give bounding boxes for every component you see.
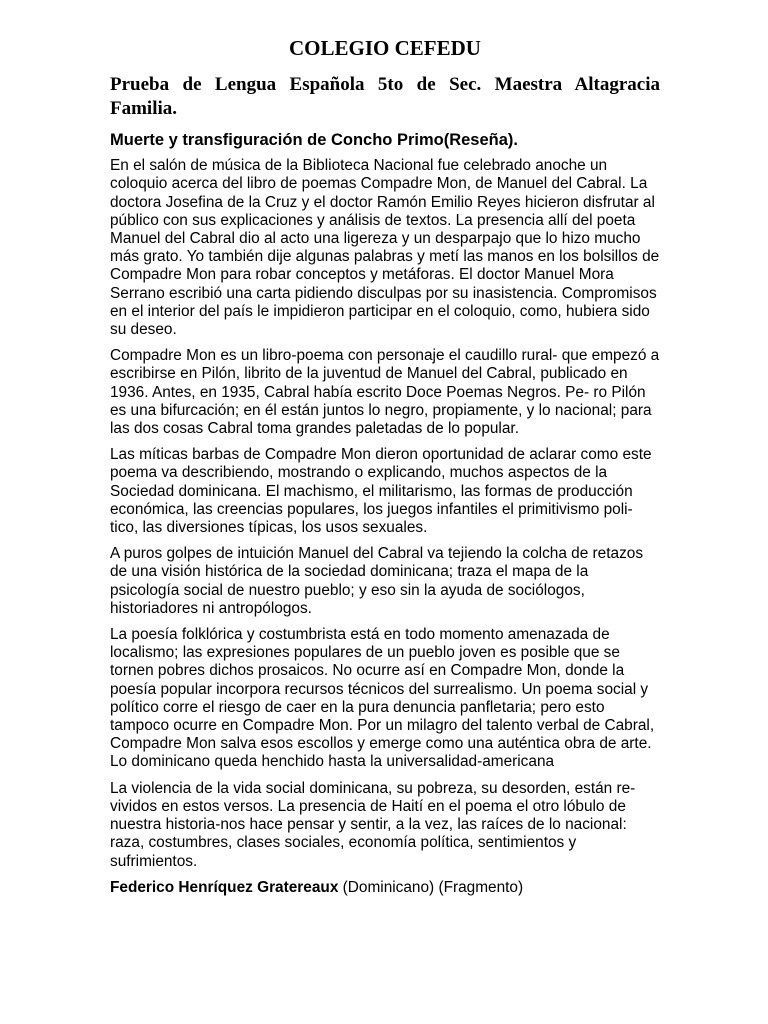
author-note: (Dominicano) (Fragmento) xyxy=(338,878,524,896)
exam-title: Prueba de Lengua Española 5to de Sec. Maestra Altagracia Familia. xyxy=(110,74,660,120)
document-page xyxy=(110,36,660,897)
author-name: Federico Henríquez Gratereaux xyxy=(110,878,339,896)
author-line xyxy=(110,879,660,897)
paragraph-3: Las míticas barbas de Compadre Mon dieron oportunidad de aclarar como este poema va describiendo, mostrando o explicando, muchos aspectos de la Sociedad dominicana. El machismo, el militarismo, las formas de producción económica, las creencias populares, los juegos infantiles el primitivismo poli- tico, las diversiones típicas, los usos sexuales. xyxy=(110,446,652,537)
school-heading: COLEGIO CEFEDU xyxy=(289,36,481,60)
paragraph-4: A puros golpes de intuición Manuel del Cabral va tejiendo la colcha de retazos de una visión histórica de la sociedad dominicana; traza el mapa de la psicología social de nuestro pueblo; y eso sin la ayuda de sociólogos, historiadores ni antropólogos. xyxy=(110,545,644,617)
paragraph-2: Compadre Mon es un libro-poema con personaje el caudillo rural- que empezó a escribirse en Pilón, librito de la juventud de Manuel del Cabral, publicado en 1936. Antes, en 1935, Cabral había escrito Doce Poemas Negros. Pe- ro Pilón es una bifurcación; en él están juntos lo negro, propiamente, y lo nacional; para las dos cosas Cabral toma grandes paletadas de lo popular. xyxy=(110,347,660,438)
article-title: Muerte y transfiguración de Concho Primo(Reseña). xyxy=(110,131,518,150)
paragraph-5: La poesía folklórica y costumbrista está en todo momento amenazada de localismo; las expresiones populares de un pueblo joven es posible que se tornen pobres dichos prosaicos. No ocurre así en Compadre Mon, donde la poesía popular incorpora recursos técnicos del surrealismo. Un poema social y político corre el riesgo de caer en la pura denuncia panfletaria; pero esto tampoco ocurre en Compadre Mon. Por un milagro del talento verbal de Cabral, Compadre Mon salva esos escollos y emerge como una auténtica obra de arte. Lo dominicano queda henchido hasta la universalidad-americana xyxy=(110,626,655,771)
paragraph-6: La violencia de la vida social dominicana, su pobreza, su desorden, están re- vividos en estos versos. La presencia de Haití en el poema el otro lóbulo de nuestra historia-nos hace pensar y sentir, a la vez, las raíces de lo nacional: raza, costumbres, clases sociales, economía política, sentimientos y sufrimientos. xyxy=(110,779,636,870)
paragraph-1: En el salón de música de la Biblioteca Nacional fue celebrado anoche un coloquio acerca del libro de poemas Compadre Mon, de Manuel del Cabral. La doctora Josefina de la Cruz y el doctor Ramón Emilio Reyes hicieron disfrutar al público con sus explicaciones y análisis de textos. La presencia allí del poeta Manuel del Cabral dio al acto una ligereza y un desparpajo que lo hizo mucho más grato. Yo también dije algunas palabras y metí las manos en los bolsillos de Compadre Mon para robar conceptos y metáforas. El doctor Manuel Mora Serrano escribió una carta pidiendo disculpas por su inasistencia. Compromisos en el interior del país le impidieron participar en el coloquio, como, hubiera sido su deseo. xyxy=(110,157,660,339)
